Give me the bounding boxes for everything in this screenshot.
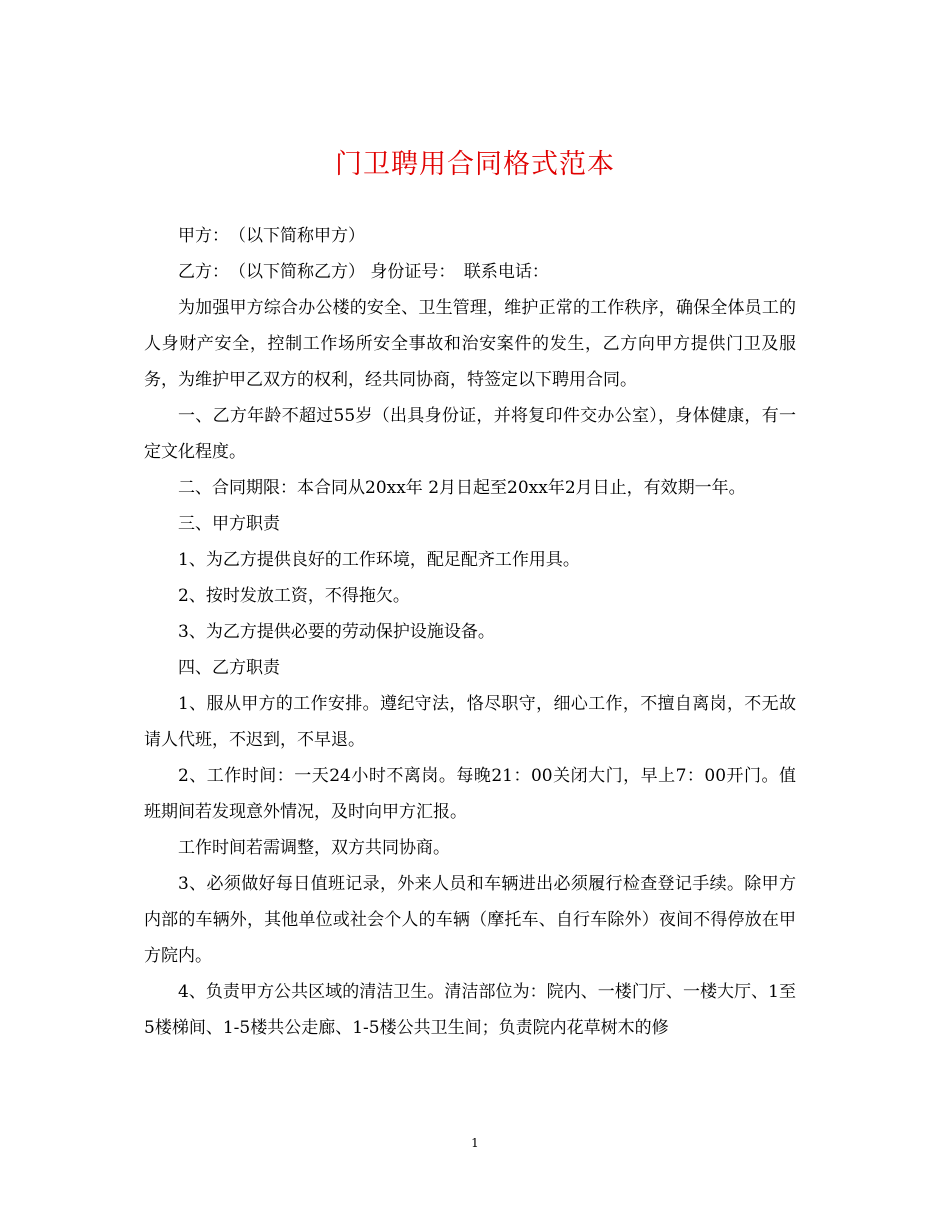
preamble-paragraph: 为加强甲方综合办公楼的安全、卫生管理，维护正常的工作秩序，确保全体员工的人身财产安全，控制工作场所安全事故和治安案件的发生，乙方向甲方提供门卫及服务，为维护甲乙双方的权利，经共同协商，特签定以下聘用合同。 [144, 298, 796, 390]
section-heading-party-b-duties: 四、乙方职责 [178, 658, 280, 678]
party-b-duty-3: 3、必须做好每日值班记录，外来人员和车辆进出必须履行检查登记手续。除甲方内部的车辆外，其他单位或社会个人的车辆（摩托车、自行车除外）夜间不得停放在甲方院内。 [144, 874, 796, 966]
clause-2-term: 二、合同期限：本合同从20xx年 2月日起至20xx年2月日止，有效期一年。 [178, 478, 746, 498]
section-heading-party-a-duties: 三、甲方职责 [178, 514, 280, 534]
document-body [144, 218, 796, 1046]
clause-1-age: 一、乙方年龄不超过55岁（出具身份证，并将复印件交办公室），身体健康，有一定文化程度。 [144, 406, 796, 462]
party-b-duty-1: 1、服从甲方的工作安排。遵纪守法，恪尽职守，细心工作，不擅自离岗，不无故请人代班，不迟到，不早退。 [144, 694, 796, 750]
party-b-line: 乙方： （以下简称乙方） 身份证号： 联系电话： [178, 262, 549, 282]
party-b-duty-2: 2、工作时间：一天24小时不离岗。每晚21：00关闭大门，早上7：00开门。值班期间若发现意外情况，及时向甲方汇报。 [144, 766, 796, 822]
working-hours-note: 工作时间若需调整，双方共同协商。 [178, 838, 450, 858]
party-a-duty-3: 3、为乙方提供必要的劳动保护设施设备。 [178, 622, 495, 642]
page-number: 1 [471, 1136, 479, 1150]
party-a-duty-2: 2、按时发放工资，不得拖欠。 [178, 586, 410, 606]
document-title: 门卫聘用合同格式范本 [335, 149, 615, 180]
party-a-line: 甲方： （以下简称甲方） [178, 226, 365, 246]
party-a-duty-1: 1、为乙方提供良好的工作环境，配足配齐工作用具。 [178, 550, 580, 570]
party-b-duty-4: 4、负责甲方公共区域的清洁卫生。清洁部位为：院内、一楼门厅、一楼大厅、1至5楼梯间、1-5楼共公走廊、1-5楼公共卫生间；负责院内花草树木的修 [144, 982, 796, 1038]
